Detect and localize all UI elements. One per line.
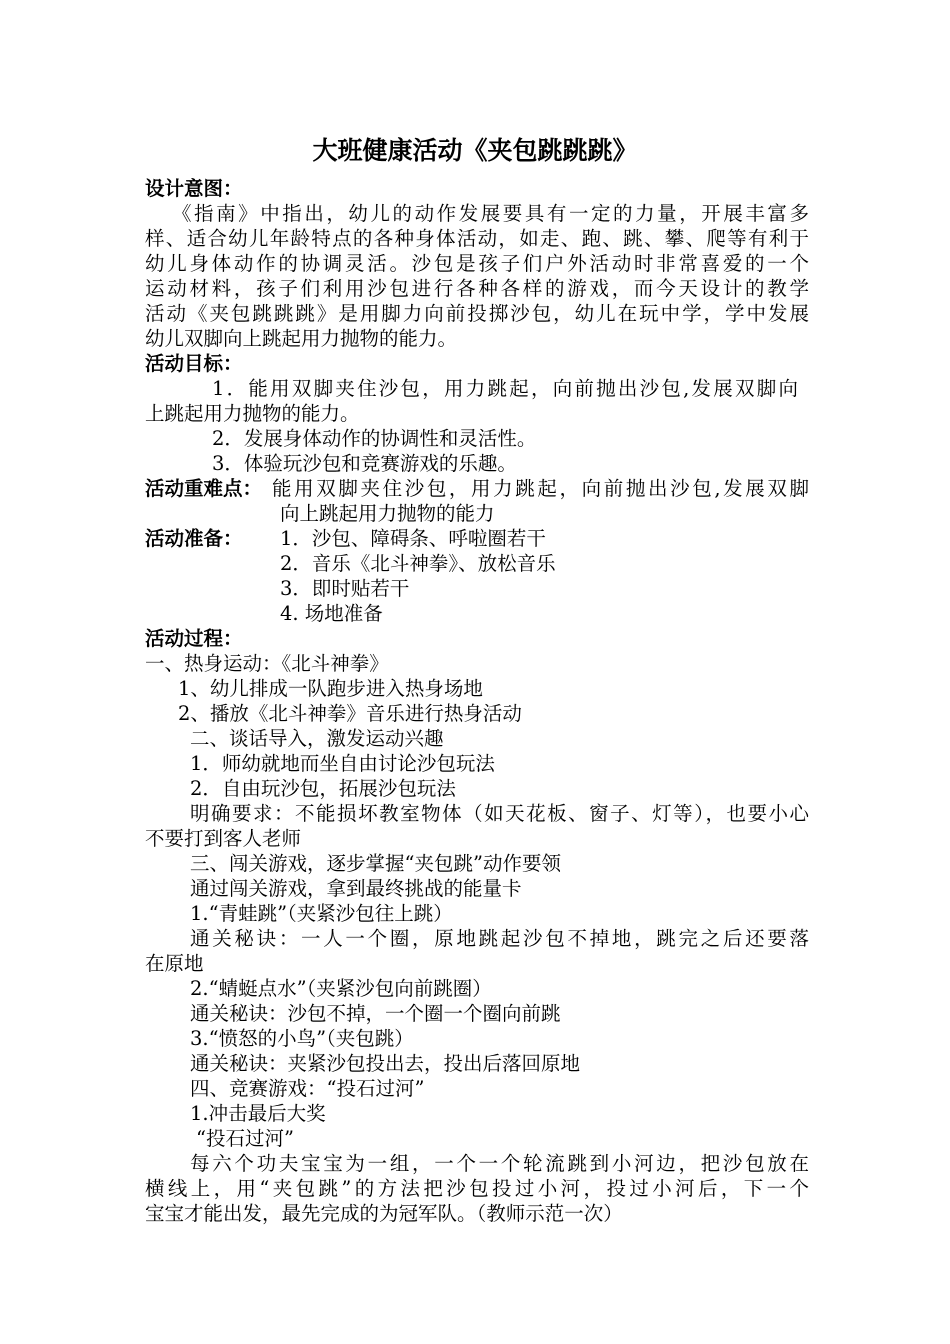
preparation-item: 2．音乐《北斗神拳》、放松音乐 — [280, 552, 556, 575]
document-title: 大班健康活动《夹包跳跳跳》 — [312, 136, 638, 165]
process-section-title: 四、竞赛游戏：“投石过河” — [190, 1077, 425, 1100]
paragraph-line: 幼儿双脚向上跳起用力抛物的能力。 — [145, 327, 458, 350]
process-line: 每六个功夫宝宝为一组，一个一个轮流跳到小河边，把沙包放在 — [190, 1152, 809, 1175]
process-section-title: 三、闯关游戏，逐步掌握“夹包跳”动作要领 — [190, 852, 561, 875]
process-step: 3.“愤怒的小鸟”（夹包跳） — [190, 1027, 414, 1050]
process-line: “投石过河” — [196, 1127, 294, 1150]
process-line: 在原地 — [145, 952, 204, 975]
key-points-line: 向上跳起用力抛物的能力 — [280, 502, 495, 525]
preparation-heading: 活动准备： — [145, 527, 243, 550]
process-section-title: 二、谈话导入，激发运动兴趣 — [190, 727, 444, 750]
paragraph-line: 活动《夹包跳跳跳》是用脚力向前投掷沙包，幼儿在玩中学，学中发展 — [145, 302, 809, 325]
process-line: 通过闯关游戏，拿到最终挑战的能量卡 — [190, 877, 522, 900]
process-step: 2.“蜻蜓点水”（夹紧沙包向前跳圈） — [190, 977, 492, 1000]
process-line: 横线上，用“夹包跳”的方法把沙包投过小河，投过小河后，下一个 — [145, 1177, 809, 1200]
process-step: 1.冲击最后大奖 — [190, 1102, 326, 1125]
paragraph-line: 《指南》中指出，幼儿的动作发展要具有一定的力量，开展丰富多 — [172, 202, 809, 225]
key-points-line: 能用双脚夹住沙包，用力跳起，向前抛出沙包,发展双脚 — [272, 477, 809, 500]
preparation-item: 1．沙包、障碍条、呼啦圈若干 — [280, 527, 546, 550]
process-step: 1．师幼就地而坐自由讨论沙包玩法 — [190, 752, 495, 775]
process-line: 不要打到客人老师 — [145, 827, 302, 850]
paragraph-line: 幼儿身体动作的协调灵活。沙包是孩子们户外活动时非常喜爱的一个 — [145, 252, 809, 275]
process-line: 宝宝才能出发，最先完成的为冠军队。（教师示范一次） — [145, 1202, 623, 1225]
goal-item: 2．发展身体动作的协调性和灵活性。 — [212, 427, 537, 450]
key-points-heading: 活动重难点： — [145, 477, 263, 500]
process-heading: 活动过程： — [145, 627, 243, 650]
process-line: 通关秘诀：沙包不掉，一个圈一个圈向前跳 — [190, 1002, 561, 1025]
preparation-item: 4. 场地准备 — [280, 602, 383, 625]
goals-heading: 活动目标： — [145, 352, 243, 375]
preparation-item: 3．即时贴若干 — [280, 577, 410, 600]
process-step: 2．自由玩沙包，拓展沙包玩法 — [190, 777, 456, 800]
process-section-title: 一、热身运动：《北斗神拳》 — [145, 652, 389, 675]
process-line: 通关秘诀：夹紧沙包投出去，投出后落回原地 — [190, 1052, 581, 1075]
process-step: 1.“青蛙跳”（夹紧沙包往上跳） — [190, 902, 453, 925]
goal-item: 上跳起用力抛物的能力。 — [145, 402, 360, 425]
process-step: 2、播放《北斗神拳》音乐进行热身活动 — [178, 702, 522, 725]
goal-item: 1．能用双脚夹住沙包，用力跳起，向前抛出沙包,发展双脚向 — [212, 377, 798, 400]
process-line: 明确要求：不能损坏教室物体（如天花板、窗子、灯等），也要小心 — [190, 802, 809, 825]
process-line: 通关秘诀：一人一个圈，原地跳起沙包不掉地，跳完之后还要落 — [190, 927, 809, 950]
goal-item: 3．体验玩沙包和竞赛游戏的乐趣。 — [212, 452, 517, 475]
design-intent-heading: 设计意图： — [145, 177, 243, 200]
process-step: 1、幼儿排成一队跑步进入热身场地 — [178, 677, 483, 700]
paragraph-line: 样、适合幼儿年龄特点的各种身体活动，如走、跑、跳、攀、爬等有利于 — [145, 227, 809, 250]
paragraph-line: 运动材料，孩子们利用沙包进行各种各样的游戏，而今天设计的教学 — [145, 277, 809, 300]
